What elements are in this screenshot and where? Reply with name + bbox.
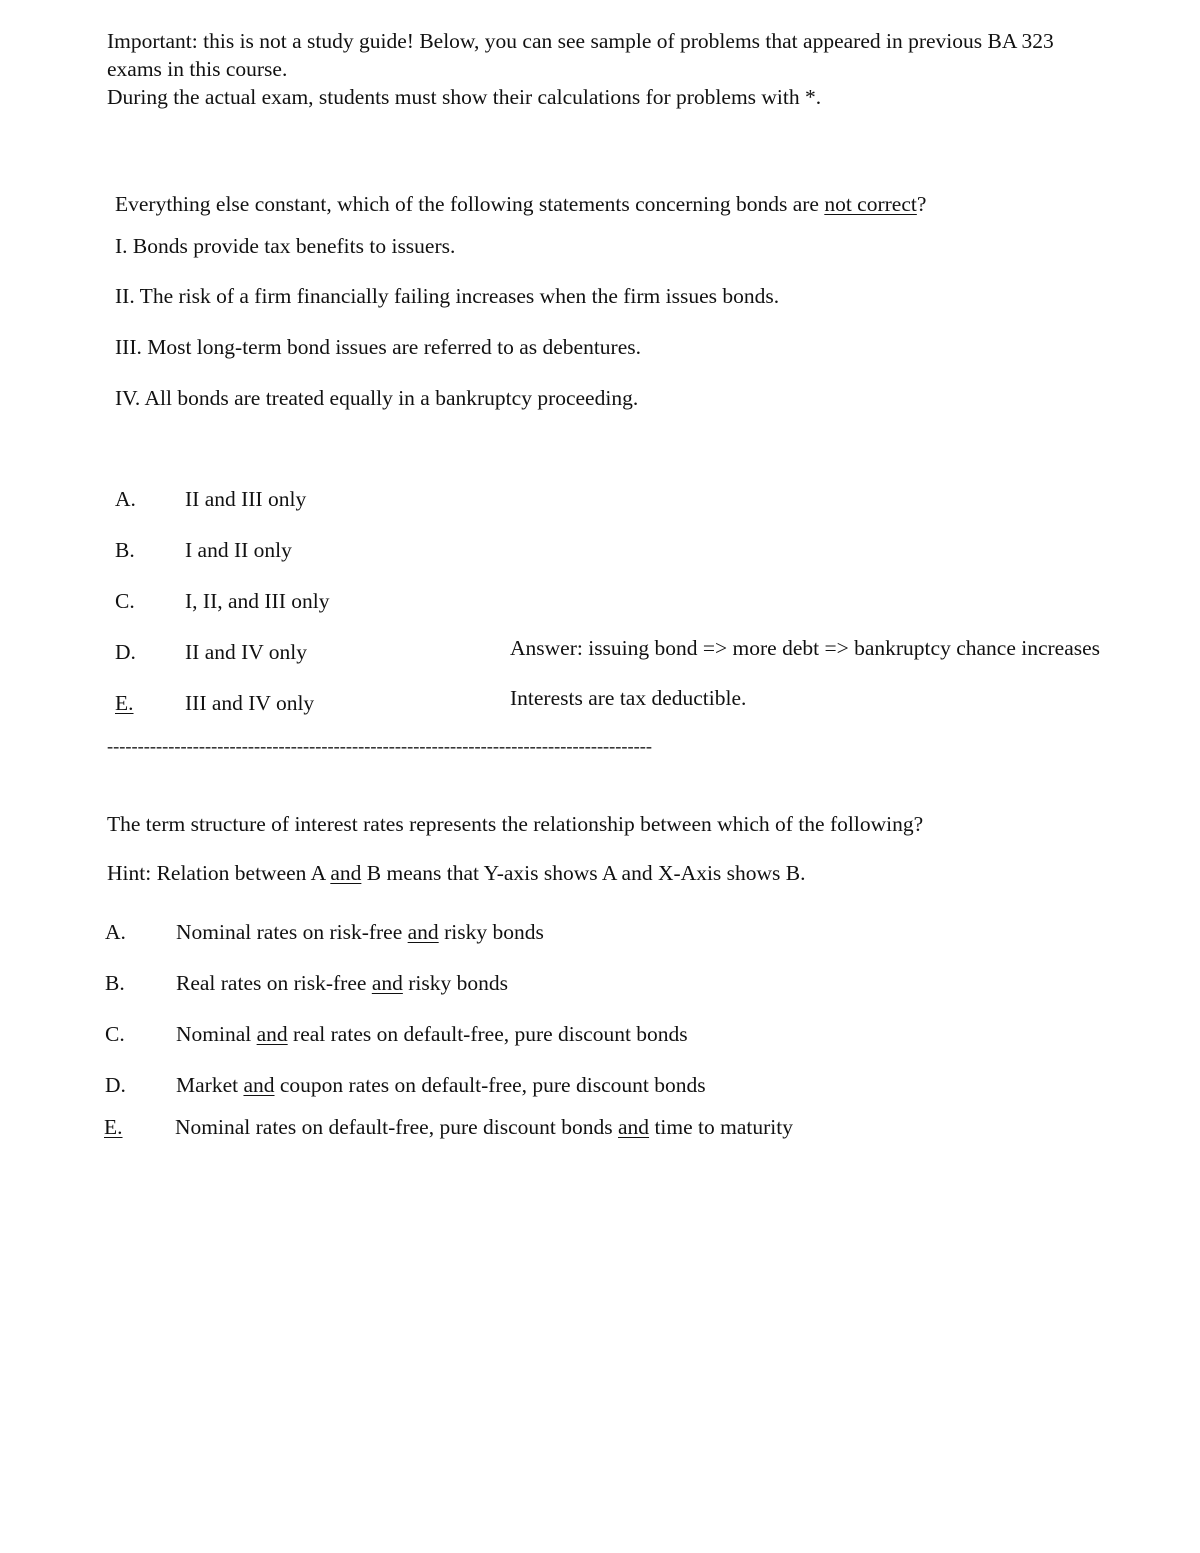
q2-option-b-text: Real rates on risk-free and risky bonds [176,971,508,995]
q1-option-b-text: I and II only [185,538,292,562]
q2-option-c-letter: C. [105,1022,125,1046]
intro-line-3: During the actual exam, students must show their calculations for problems with *. [107,85,822,109]
q1-statement-3: III. Most long-term bond issues are referred to as debentures. [115,335,641,359]
q2-option-a-text: Nominal rates on risk-free and risky bonds [176,920,544,944]
q1-option-b-letter: B. [115,538,135,562]
q1-option-e-text: III and IV only [185,691,315,715]
q1-answer-note: Interests are tax deductible. [510,686,747,710]
q1-option-d-letter: D. [115,640,136,664]
q1-stem: Everything else constant, which of the following statements concerning bonds are not correct? [115,192,927,216]
q1-option-d-text: II and IV only [185,640,308,664]
intro-line-2: exams in this course. [107,57,288,81]
section-divider: ----------------------------------------------------------------------------------------- [107,736,653,756]
q2-option-b-letter: B. [105,971,125,995]
intro-notice [107,27,1167,111]
q2-option-c-text: Nominal and real rates on default-free, pure discount bonds [176,1022,688,1046]
q1-statement-1: I. Bonds provide tax benefits to issuers. [115,234,456,258]
q1-answer-explanation: Answer: issuing bond => more debt => bankruptcy chance increases [510,636,1101,660]
q2-option-e-letter-correct: E. [104,1115,123,1139]
q1-statement-4: IV. All bonds are treated equally in a bankruptcy proceeding. [115,386,639,410]
q2-stem: The term structure of interest rates represents the relationship between which of the following? [107,812,924,836]
q1-option-c-text: I, II, and III only [185,589,330,613]
q1-emphasis: not correct [824,192,917,216]
q1-option-c-letter: C. [115,589,135,613]
q1-option-a-text: II and III only [185,487,307,511]
q2-option-e-text: Nominal rates on default-free, pure discount bonds and time to maturity [175,1115,793,1139]
q1-statement-2: II. The risk of a firm financially failing increases when the firm issues bonds. [115,284,780,308]
q2-option-d-text: Market and coupon rates on default-free, pure discount bonds [176,1073,706,1097]
q2-hint: Hint: Relation between A and B means that Y-axis shows A and X-Axis shows B. [107,861,806,885]
q1-option-a-letter: A. [115,487,136,511]
q2-option-a-letter: A. [105,920,126,944]
intro-line-1: Important: this is not a study guide! Below, you can see sample of problems that appeared in previous BA 323 [107,29,1054,53]
q1-option-e-letter-correct: E. [115,691,134,715]
q2-option-d-letter: D. [105,1073,126,1097]
